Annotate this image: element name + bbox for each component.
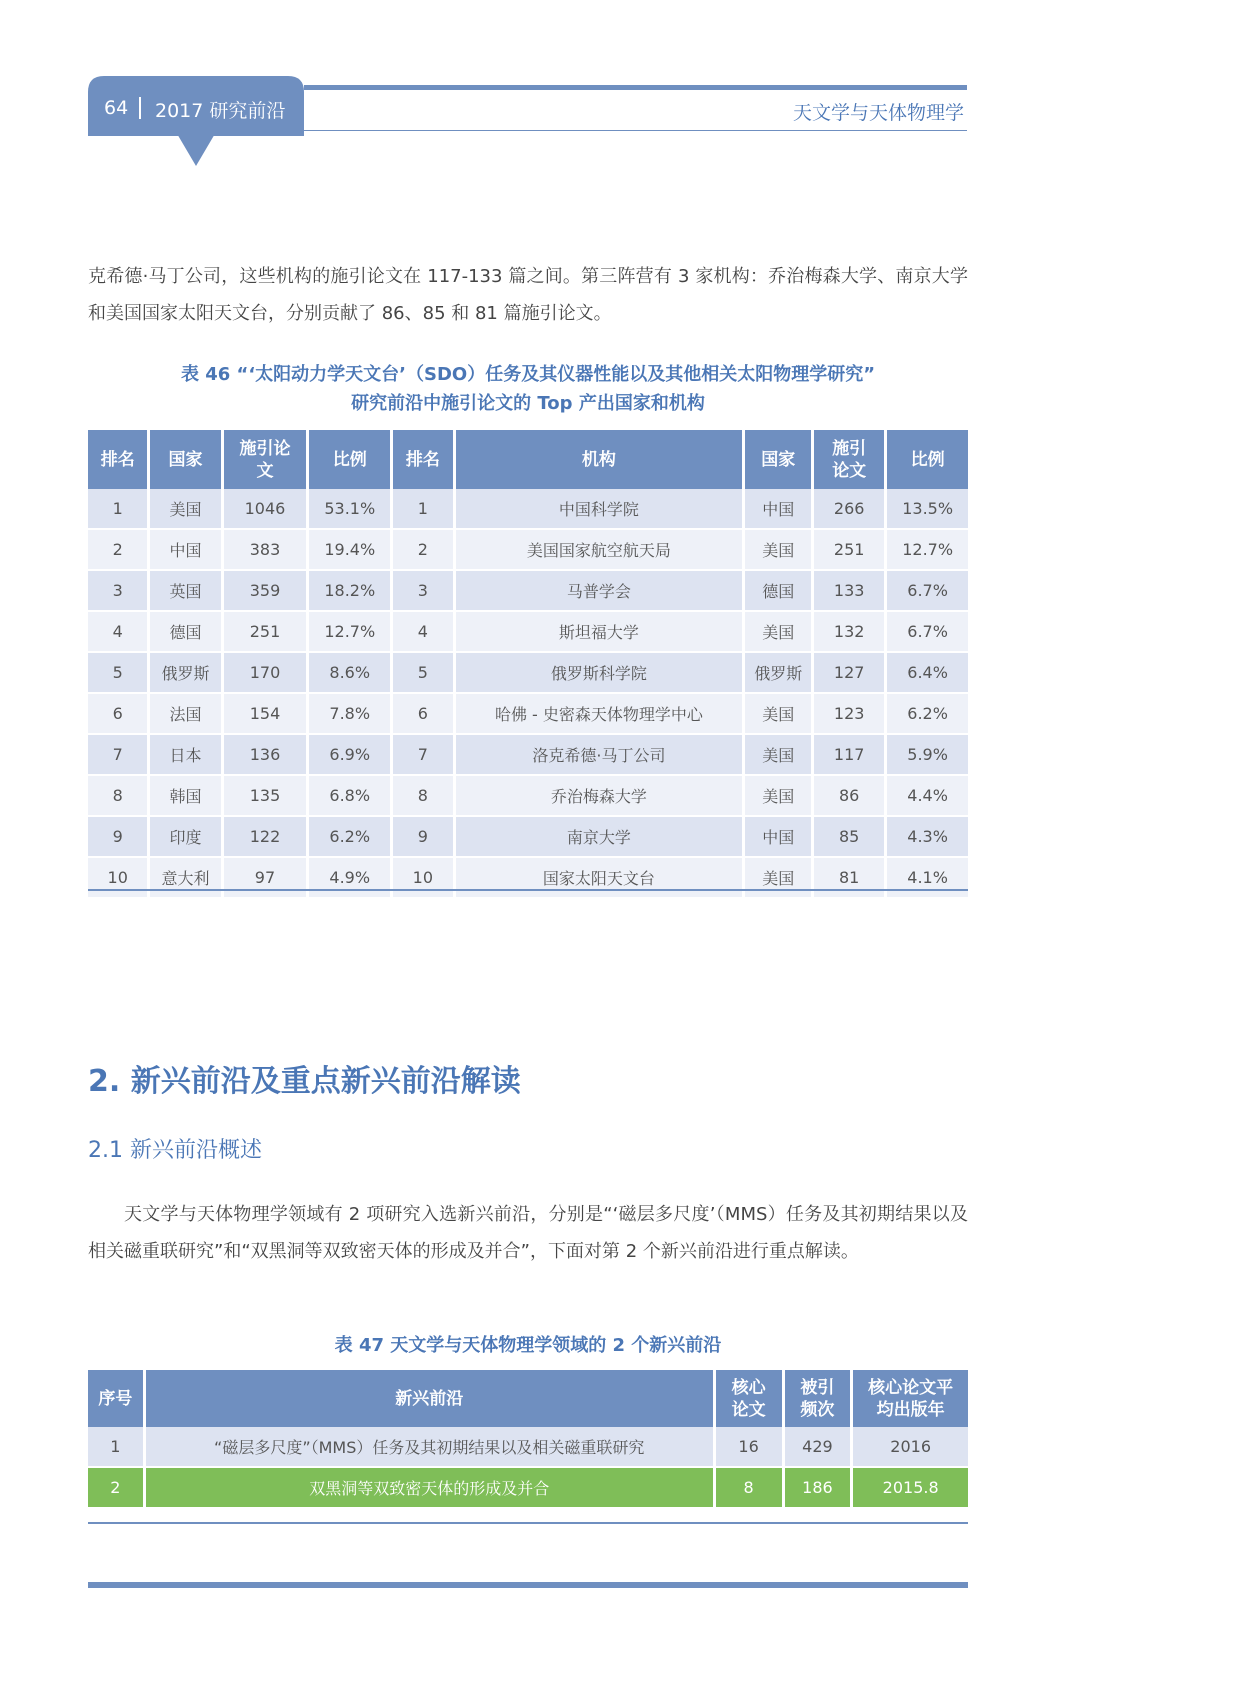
table46-row xyxy=(88,735,968,776)
table46-cell-inst-papers: 127 xyxy=(814,653,884,694)
table46-cell-country-papers: 136 xyxy=(224,735,307,776)
table46-cell-inst-country: 中国 xyxy=(745,489,811,530)
table46-cell-country-papers: 154 xyxy=(224,694,307,735)
table46-cell-inst-share: 4.4% xyxy=(887,776,968,817)
book-title: 2017 研究前沿 xyxy=(155,100,286,122)
table46-cell-institution: 美国国家航空航天局 xyxy=(456,530,743,571)
table46-cell-inst-papers: 117 xyxy=(814,735,884,776)
table46-cell-country-share: 4.9% xyxy=(309,858,390,899)
table46-cell-country-papers: 170 xyxy=(224,653,307,694)
table46-cell-inst-share: 6.7% xyxy=(887,612,968,653)
table46-header-inst-share: 比例 xyxy=(887,430,968,489)
table46-cell-country-rank: 1 xyxy=(88,489,147,530)
table46-cell-inst-rank: 8 xyxy=(393,776,452,817)
section21-heading: 2.1 新兴前沿概述 xyxy=(88,1138,262,1163)
table46-cell-country: 德国 xyxy=(150,612,220,653)
table46-cell-country-papers: 135 xyxy=(224,776,307,817)
section21-paragraph: 天文学与天体物理学领域有 2 项研究入选新兴前沿，分别是“‘磁层多尺度’（MMS）任务及其初期结果以及相关磁重联研究”和“双黑洞等双致密天体的形成及并合”，下面对第 2 个新兴前沿进行重点解读。 xyxy=(88,1204,968,1262)
table47-cell-index: 2 xyxy=(88,1468,143,1509)
table46-header-country: 国家 xyxy=(150,430,220,489)
table46-cell-country: 英国 xyxy=(150,571,220,612)
table46-cell-country-share: 12.7% xyxy=(309,612,390,653)
table47-cell-avg-year: 2016 xyxy=(853,1427,968,1468)
table46-cell-country: 韩国 xyxy=(150,776,220,817)
intro-paragraph: 克希德·马丁公司，这些机构的施引论文在 117-133 篇之间。第三阵营有 3 家机构：乔治梅森大学、南京大学和美国国家太阳天文台，分别贡献了 86、85 和 81 篇施引论文。 xyxy=(88,266,968,324)
table46-header-inst-papers: 施引论文 xyxy=(814,430,884,489)
table46-cell-country-share: 8.6% xyxy=(309,653,390,694)
table46-caption-line1: 表 46 “‘太阳动力学天文台’（SDO）任务及其仪器性能以及其他相关太阳物理学研究” xyxy=(180,364,876,385)
table46-header-inst-rank: 排名 xyxy=(393,430,452,489)
table46-cell-inst-country: 美国 xyxy=(745,530,811,571)
table46-cell-country-papers: 251 xyxy=(224,612,307,653)
table46-row xyxy=(88,571,968,612)
table47-cell-core-papers: 16 xyxy=(716,1427,782,1468)
table46-cell-institution: 洛克希德·马丁公司 xyxy=(456,735,743,776)
table47-header-citations: 被引频次 xyxy=(785,1370,851,1427)
table47-cell-index: 1 xyxy=(88,1427,143,1468)
table46-cell-inst-country: 美国 xyxy=(745,612,811,653)
table46-cell-country-rank: 3 xyxy=(88,571,147,612)
table46-cell-inst-country: 德国 xyxy=(745,571,811,612)
table46-cell-country-rank: 8 xyxy=(88,776,147,817)
footer-rule xyxy=(88,1582,968,1588)
table46-header-inst-country: 国家 xyxy=(745,430,811,489)
table46-cell-country-rank: 7 xyxy=(88,735,147,776)
table46-cell-country-rank: 2 xyxy=(88,530,147,571)
section2-heading: 2. 新兴前沿及重点新兴前沿解读 xyxy=(88,1064,521,1099)
table47-cell-avg-year: 2015.8 xyxy=(853,1468,968,1509)
table46-cell-inst-papers: 86 xyxy=(814,776,884,817)
table46-cell-country-papers: 1046 xyxy=(224,489,307,530)
table46-cell-country-share: 6.2% xyxy=(309,817,390,858)
table47-header-core-papers: 核心论文 xyxy=(716,1370,782,1427)
table46-cell-inst-papers: 251 xyxy=(814,530,884,571)
table47-header-row xyxy=(88,1370,968,1427)
table46-cell-institution: 斯坦福大学 xyxy=(456,612,743,653)
table46-cell-country-share: 53.1% xyxy=(309,489,390,530)
table46 xyxy=(85,430,971,899)
table46-cell-inst-papers: 123 xyxy=(814,694,884,735)
table46-cell-institution: 国家太阳天文台 xyxy=(456,858,743,899)
table46-cell-country: 意大利 xyxy=(150,858,220,899)
table46-cell-inst-share: 6.4% xyxy=(887,653,968,694)
table46-cell-inst-rank: 2 xyxy=(393,530,452,571)
table46-cell-country-rank: 6 xyxy=(88,694,147,735)
table46-row xyxy=(88,776,968,817)
header-separator xyxy=(139,97,141,119)
table46-cell-country-share: 19.4% xyxy=(309,530,390,571)
table47-cell-front: “磁层多尺度”（MMS）任务及其初期结果以及相关磁重联研究 xyxy=(146,1427,713,1468)
table47-cell-core-papers: 8 xyxy=(716,1468,782,1509)
table46-cell-country-share: 6.9% xyxy=(309,735,390,776)
table46-cell-institution: 中国科学院 xyxy=(456,489,743,530)
table46-cell-inst-rank: 7 xyxy=(393,735,452,776)
table46-cell-country-papers: 383 xyxy=(224,530,307,571)
table47-bottom-rule xyxy=(88,1522,968,1524)
table46-cell-inst-rank: 6 xyxy=(393,694,452,735)
table46-cell-institution: 哈佛 - 史密森天体物理学中心 xyxy=(456,694,743,735)
table46-cell-country-papers: 97 xyxy=(224,858,307,899)
table47-caption: 表 47 天文学与天体物理学领域的 2 个新兴前沿 xyxy=(334,1335,722,1356)
table47-header-front: 新兴前沿 xyxy=(146,1370,713,1427)
table46-cell-inst-share: 4.3% xyxy=(887,817,968,858)
table46-row xyxy=(88,489,968,530)
table46-cell-country-share: 6.8% xyxy=(309,776,390,817)
table47-cell-citations: 186 xyxy=(785,1468,851,1509)
table46-cell-country-papers: 122 xyxy=(224,817,307,858)
table46-cell-institution: 南京大学 xyxy=(456,817,743,858)
table46-cell-inst-papers: 133 xyxy=(814,571,884,612)
table46-row xyxy=(88,694,968,735)
table47-header-avg-year: 核心论文平均出版年 xyxy=(853,1370,968,1427)
table46-cell-inst-share: 5.9% xyxy=(887,735,968,776)
table47-row-highlighted xyxy=(88,1468,968,1509)
table46-cell-country-share: 7.8% xyxy=(309,694,390,735)
table46-cell-inst-country: 中国 xyxy=(745,817,811,858)
table46-header-country-rank: 排名 xyxy=(88,430,147,489)
table46-cell-inst-rank: 3 xyxy=(393,571,452,612)
table46-cell-inst-country: 美国 xyxy=(745,776,811,817)
table46-cell-country: 俄罗斯 xyxy=(150,653,220,694)
table47 xyxy=(85,1370,971,1509)
table46-cell-country: 印度 xyxy=(150,817,220,858)
table46-cell-inst-country: 美国 xyxy=(745,858,811,899)
table46-cell-inst-country: 俄罗斯 xyxy=(745,653,811,694)
table46-header-country-share: 比例 xyxy=(309,430,390,489)
header-rule-bottom xyxy=(304,130,967,131)
table46-cell-inst-papers: 266 xyxy=(814,489,884,530)
table46-cell-inst-share: 12.7% xyxy=(887,530,968,571)
table46-cell-institution: 乔治梅森大学 xyxy=(456,776,743,817)
table46-row xyxy=(88,653,968,694)
table46-cell-inst-share: 13.5% xyxy=(887,489,968,530)
table46-cell-country-rank: 9 xyxy=(88,817,147,858)
table46-cell-country: 美国 xyxy=(150,489,220,530)
table46-cell-country-papers: 359 xyxy=(224,571,307,612)
section-title: 天文学与天体物理学 xyxy=(792,102,964,124)
table46-cell-country: 日本 xyxy=(150,735,220,776)
table46-cell-country-share: 18.2% xyxy=(309,571,390,612)
table46-cell-inst-rank: 10 xyxy=(393,858,452,899)
table46-cell-inst-rank: 5 xyxy=(393,653,452,694)
table46-cell-inst-rank: 4 xyxy=(393,612,452,653)
table46-header-row xyxy=(88,430,968,489)
table46-cell-inst-papers: 132 xyxy=(814,612,884,653)
table46-cell-inst-share: 6.2% xyxy=(887,694,968,735)
table46-cell-inst-papers: 81 xyxy=(814,858,884,899)
table46-bottom-rule xyxy=(88,889,968,891)
table47-row xyxy=(88,1427,968,1468)
table46-row xyxy=(88,612,968,653)
table46-cell-country: 法国 xyxy=(150,694,220,735)
table46-cell-inst-rank: 9 xyxy=(393,817,452,858)
table46-cell-country-rank: 5 xyxy=(88,653,147,694)
table46-caption-line2: 研究前沿中施引论文的 Top 产出国家和机构 xyxy=(351,393,705,414)
header-rule-top xyxy=(304,85,967,90)
table46-row xyxy=(88,817,968,858)
table46-row xyxy=(88,858,968,899)
table46-cell-country-rank: 10 xyxy=(88,858,147,899)
table46-caption xyxy=(88,360,968,418)
table46-cell-inst-country: 美国 xyxy=(745,735,811,776)
table46-cell-inst-share: 6.7% xyxy=(887,571,968,612)
table46-cell-inst-share: 4.1% xyxy=(887,858,968,899)
table46-cell-inst-rank: 1 xyxy=(393,489,452,530)
table46-header-country-papers: 施引论文 xyxy=(224,430,307,489)
page-number: 64 xyxy=(104,97,129,119)
table46-header-institution: 机构 xyxy=(456,430,743,489)
table47-header-index: 序号 xyxy=(88,1370,143,1427)
table46-cell-institution: 俄罗斯科学院 xyxy=(456,653,743,694)
table47-cell-citations: 429 xyxy=(785,1427,851,1468)
table47-cell-front: 双黑洞等双致密天体的形成及并合 xyxy=(146,1468,713,1509)
table46-cell-institution: 马普学会 xyxy=(456,571,743,612)
table46-cell-inst-country: 美国 xyxy=(745,694,811,735)
table46-row xyxy=(88,530,968,571)
table46-cell-country: 中国 xyxy=(150,530,220,571)
table46-cell-country-rank: 4 xyxy=(88,612,147,653)
table46-cell-inst-papers: 85 xyxy=(814,817,884,858)
